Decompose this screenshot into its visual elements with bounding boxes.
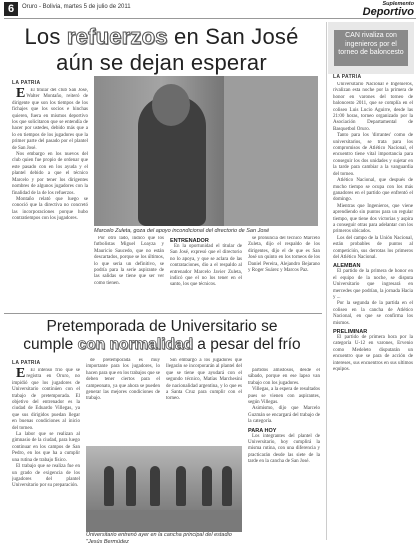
story1-headline: Los refuerzos en San José aún se dejan esperar	[24, 24, 299, 75]
page-number: 6	[4, 2, 18, 16]
paragraph: Por otro lado, indicó que los futbolistas Miguel Loayza y Mauricio Saucedo, que no están descartados, porque se los últimos, lo que seria un definitivo, se podría para la serie aspirante de las salidas se tiene que ser ver como tienen.	[94, 236, 164, 286]
brand-top: Suplemento	[382, 1, 414, 7]
player-figure	[202, 466, 212, 506]
paragraph: E El titular del club San José, Walter Montaño, reiteró de dirigente que son los tiempos de los fichajes que los socios e hinchas quieren, fuera en mismos deportivo los que solicitaron que se entendía de hacer por ustedes, debido más que a lo en tiempos de los jugadores que la primer parte del pasado por el plantel de San José.	[12, 88, 88, 151]
paragraph: Montaño relató que luego se conoció que la directiva no concretó las incorporaciones porque hubo contratiempos con los jugadores.	[12, 196, 88, 222]
paragraph: Villegas, a la espera de resultados pues se vienen con aspirantes, según Villegas.	[248, 387, 320, 406]
sidebar-headline-box	[328, 22, 414, 74]
paragraph: de pretemporada es muy importante para los jugadores, lo hacen para que en los trabajos que se deben tener ciertos para el campeonato, ya que ahora se pueden generar las mejores condiciones de trabajo.	[86, 358, 160, 402]
player-figure	[176, 466, 186, 506]
paragraph: Sin embargo a los jugadores que llegarán se incorporarán al plantel del que se tiene que ayudará con el segundo técnico, Matías Marchesini de nacionalidad argentina, y lo que es a Santa Cruz para cumplir con el torneo.	[166, 358, 242, 402]
dateline: Oruro - Bolivia, martes 5 de julio de 2011	[22, 4, 131, 10]
paragraph: Los del campo de la Unión Nacional, están probables de puntos al competición, sus derrotas los primeros del Atlético Nacional.	[333, 235, 413, 260]
paragraph: E El intenso frío que se registra en Oruro, no impidió que los jugadores de Universitario continúen con el trabajo de pretemporada. El objetivo del entrenador es la ciudad de Eduardo Villegas, ya que sus dirigidos puedan llegar en buenas condiciones al inicio del torneo.	[12, 368, 80, 431]
story1-column-4	[248, 236, 320, 304]
paragraph: Asimismo, dijo que Marcelo Guzmán se encargará del trabajo de la categoría.	[248, 406, 320, 425]
story1-column-1	[12, 88, 88, 304]
drop-cap: E	[16, 368, 26, 381]
story1-photo-caption: Marcelo Zuleta, goza del apoyo incondicional del directorio de San José	[94, 228, 270, 234]
paragraph: Por la segunda de la partida en el coliseo en la cancha de Atlético Nacional, en que se confirma los mismos.	[333, 301, 413, 326]
player-figure	[222, 466, 232, 506]
paragraph: La labor que se realizan al gimnasio de la ciudad, para luego continuar en los campos de San Pedro, en los que ha a cumplir una rutina de trabajo físico.	[12, 432, 80, 463]
paragraph: Mientras que Ingenieros, que viene aprendiendo sin puntos para un regular tiempo, que tiene dos victorias y aspira a conseguir otras para adelantar con los primeros ubicados.	[333, 203, 413, 235]
pitch	[86, 510, 242, 532]
subhead: ALEMBAN	[333, 263, 361, 270]
brand-main: Deportivo	[362, 6, 414, 18]
sidebar-byline: LA PATRIA	[333, 74, 362, 80]
story1-byline: LA PATRIA	[12, 80, 41, 86]
drop-cap: E	[16, 88, 26, 101]
paragraph: El trabajo que se realiza fue en un grado de exigencia de los jugadores del plantel Universitario por su preparación.	[12, 464, 80, 489]
paragraph: Atlético Nacional, que después de mucho tiempo se ocupa con los más ganadores en el partido que enfrentó el domingo.	[333, 178, 413, 203]
story2-byline: LA PATRIA	[12, 360, 41, 366]
paragraph: Nos embargo en los nuevos del club quien fue propio de ordenar que este pasado con en los ayuda y el plantel debido a que el técnico Marcelo y por tener los dirigentes nombres de algunos jugadores con la finalidad de la de los refuerzos.	[12, 152, 88, 196]
subhead: PARA HOY	[248, 427, 277, 434]
story2-photo-caption: Universitario entrenó ayer en la cancha principal del estadio "Jesús Bermúdez	[86, 532, 232, 545]
story1-column-2	[94, 236, 164, 304]
sidebar-headline: CAN rivaliza con ingenieros por el torneo de baloncesto	[334, 30, 408, 66]
paragraph: se pronuncia del técnico Marcelo Zuleta, dijo el respaldo de los dirigentes, dijo el de que es San José un quinto en los torneos de los Daniel Pereira, Alejandro Bejarano y Roger Suárez y Marcos Paz.	[248, 236, 320, 274]
story1-photo	[94, 76, 318, 226]
paragraph: En la oportunidad el titular de San José, expresó que el directorio no lo apoya, y que se aclara de las contrataciones, dio a el respaldo al entrenador Marcelo Javier Zuleta, indicó que el no los tener en el santo, los que técnicos.	[170, 244, 242, 288]
page-header	[0, 0, 420, 20]
player-figure	[150, 466, 160, 506]
story2-column-2	[86, 358, 160, 442]
subhead: PRELIMINAR	[333, 329, 368, 336]
story2-column-3	[166, 358, 242, 442]
story1-column-3	[170, 236, 242, 304]
paragraph: Los integrantes del plantel de Universitario, hoy cumplirá la misma rutina, con una diferencia y practicarán desde las siete de la tarde en la cancha de San José.	[248, 433, 320, 465]
paragraph: partidos amistosos, desde el sábado, porque en ese lapso van trabajo con los jugadores.	[248, 368, 320, 386]
column-divider	[326, 22, 327, 540]
subhead: ENTRENADOR	[170, 238, 209, 244]
paragraph: Tanto para los 'dirrantes' como de universitarios, se trata para los compromisos de Atlético Nacional, el encuentro tiene vital importancia para conseguir los dos unidades y sujetar en la tarde para cambiar a la vanguardia del torneo.	[333, 133, 413, 177]
story2-photo	[86, 446, 242, 532]
paragraph: El partido de primera hora por la categoría U-12 en varones, Ervenio como Medeleto disputarán un encuentro que se para de acción de intereses, sus encuentros en sus ultimos equipos.	[333, 335, 413, 373]
story2-headline: Pretemporada de Universitario se cumple con normalidad a pesar del frío	[23, 318, 301, 353]
story2-column-1	[12, 368, 80, 542]
story2-column-4	[248, 368, 320, 542]
sidebar-column	[333, 82, 413, 540]
story-divider	[4, 313, 322, 314]
paragraph: Universitario Nacional e Ingenieros, rivalizan esta noche por la primera de honor en varones del torneo de baloncesto 2011, que se complía en el coliseo Luis Lucio Aguirre, desde las 21:00 horas, torneo organizado por la Asociación Departamental de Basquetbol Oruro.	[333, 82, 413, 132]
player-figure	[126, 466, 136, 506]
headline-highlight: refuerzos	[66, 24, 168, 49]
section-logo	[342, 1, 414, 19]
paragraph: El partido de la primera de honor en el equipo de la noche, se disputa Universitario que ingresará en mercedes que podrían, la jornada Hacia y ...	[333, 269, 413, 300]
header-divider	[4, 18, 416, 19]
headline-highlight: con normalidad	[77, 336, 193, 353]
coach-head	[152, 84, 190, 126]
player-figure	[104, 466, 114, 506]
